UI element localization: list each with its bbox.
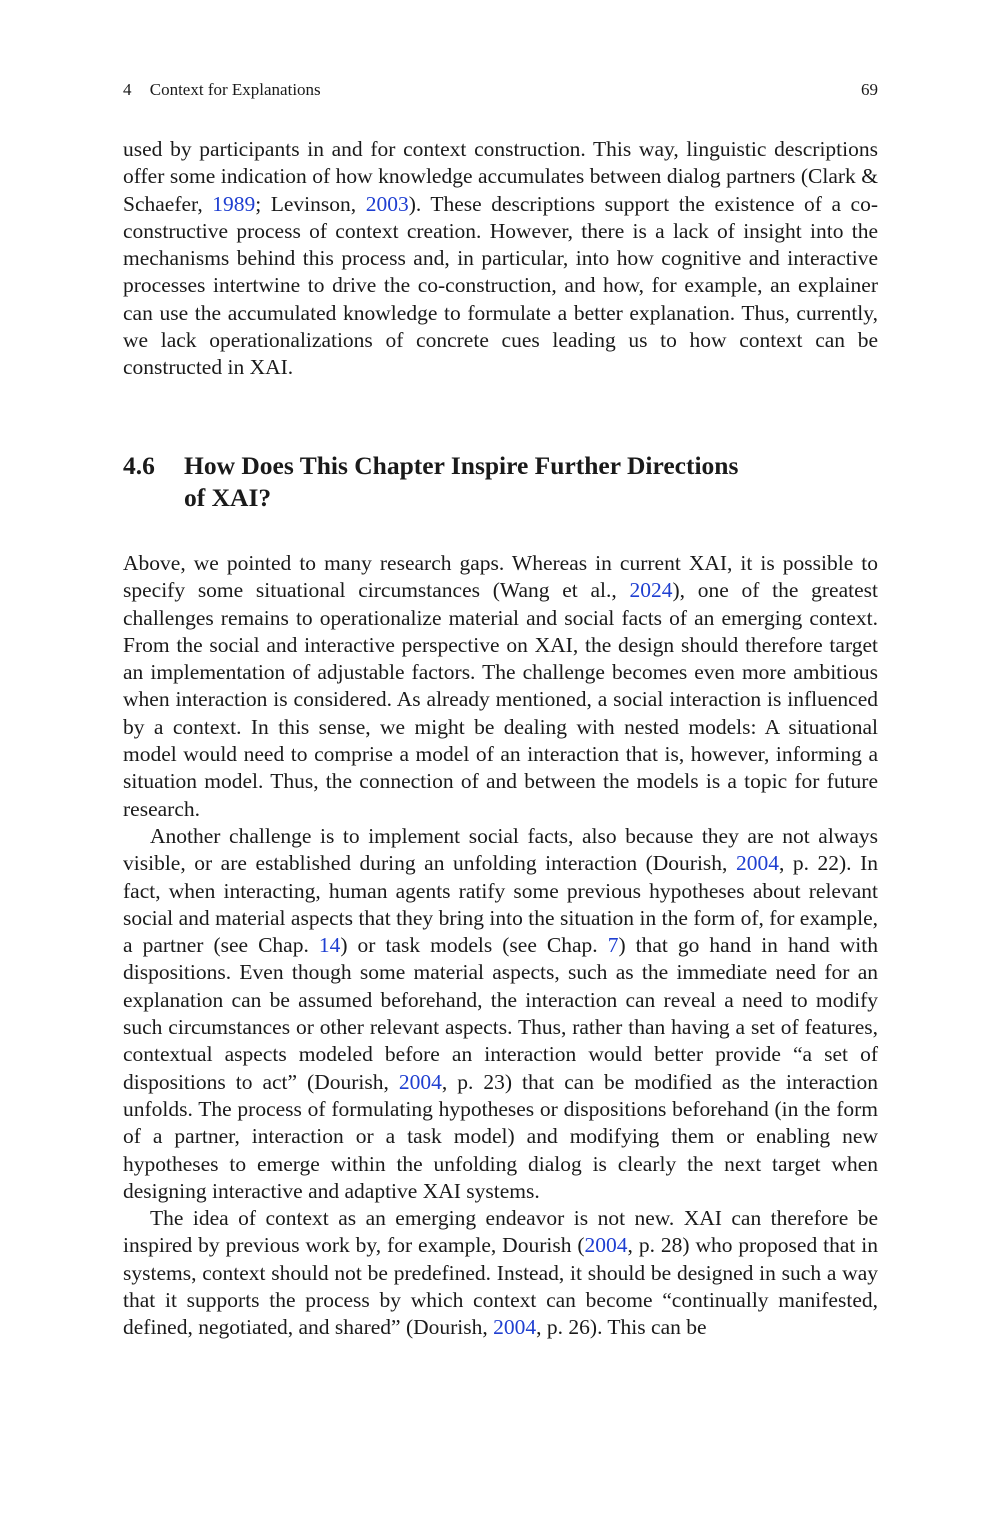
text-run: , p. 28) who proposed that in systems, context should not be predefined. Instead, it should be designed in such a way that it supports the process by which context can become “continually manifested, defined, negotiated, and shared” (Dourish, [123,1233,879,1340]
paragraph-social-facts [123,823,878,1205]
text-run: ; Levinson, [255,191,366,216]
citation-link-dourish-2004[interactable]: 2004 [493,1315,537,1340]
chapter-link-14[interactable]: 14 [318,933,341,958]
paragraph-research-gaps [123,550,878,823]
text-run: , p. 22). In fact, when interacting, human agents ratify some previous hypotheses about relevant social and material aspects that they bring into the situation in the form of, for example, a partner (see Chap. [123,851,878,958]
chapter-title: Context for Explanations [149,80,321,99]
chapter-heading [123,80,321,100]
body-text-main [123,550,878,1342]
citation-link-levinson-2003[interactable]: 2003 [365,191,409,216]
body-text-top [123,136,878,382]
chapter-link-7[interactable]: 7 [607,933,619,958]
section-heading [123,450,878,514]
section-number: 4.6 [123,451,155,480]
text-run: used by participants in and for context construction. This way, linguistic descriptions offer some indication of how knowledge accumulates between dialog partners (Clark & Schaefer, [123,137,878,216]
text-run: ) that go hand in hand with dispositions. Even though some material aspects, such as the immediate need for an explanation can be assumed beforehand, the interaction can reveal a need to modify such circumstances or other relevant aspects. Thus, rather than having a set of features, contextual aspects modeled before an interaction would better provide “a set of dispositions to act” (Dourish, [123,933,878,1094]
citation-link-wang-2024[interactable]: 2024 [629,578,673,603]
running-header [123,80,878,100]
citation-link-clark-1989[interactable]: 1989 [212,191,256,216]
section-title-line-2: of XAI? [184,483,272,512]
page-number: 69 [861,80,878,99]
citation-link-dourish-2004[interactable]: 2004 [398,1069,442,1094]
paragraph-continued [123,136,878,382]
text-run: ), one of the greatest challenges remains to operationalize material and social facts of an emerging context. From the social and interactive perspective on XAI, the design should therefore target an implementation of adjustable factors. The challenge becomes even more ambitious when interaction is considered. As already mentioned, a social interaction is influenced by a context. In this sense, we might be dealing with nested models: A situational model would need to comprise a model of an interaction that is, however, informing a situation model. Thus, the connection of and between the models is a topic for future research. [123,578,879,821]
paragraph-emerging-endeavor [123,1205,878,1341]
text-run: , p. 23) that can be modified as the interaction unfolds. The process of formulating hypotheses or dispositions beforehand (in the form of a partner, interaction or a task model) and modifying them or enabling new hypotheses to emerge within the unfolding dialog is clearly the next target when designing interactive and adaptive XAI systems. [123,1069,878,1203]
text-run: ). These descriptions support the existence of a co-constructive process of context creation. However, there is a lack of insight into the mechanisms behind this process and, in particular, into how cognitive and interactive processes intertwine to drive the co-construction, and how, for example, an explainer can use the accumulated knowledge to formulate a better explanation. Thus, currently, we lack operationalizations of concrete cues leading us to how context can be constructed in XAI. [123,191,878,380]
text-run: ) or task models (see Chap. [340,933,608,958]
text-run: Above, we pointed to many research gaps. Whereas in current XAI, it is possible to specify some situational circumstances (Wang et al., [123,551,878,603]
section-title [184,450,878,514]
chapter-number: 4 [123,80,132,99]
citation-link-dourish-2004[interactable]: 2004 [735,851,779,876]
citation-link-dourish-2004[interactable]: 2004 [584,1233,628,1258]
text-run: The idea of context as an emerging endeavor is not new. XAI can therefore be inspired by previous work by, for example, Dourish ( [123,1206,878,1258]
section-title-line-1: How Does This Chapter Inspire Further Directions [184,451,739,480]
text-run: , p. 26). This can be [536,1315,707,1340]
text-run: Another challenge is to implement social facts, also because they are not always visible, or are established during an unfolding interaction (Dourish, [123,823,878,876]
